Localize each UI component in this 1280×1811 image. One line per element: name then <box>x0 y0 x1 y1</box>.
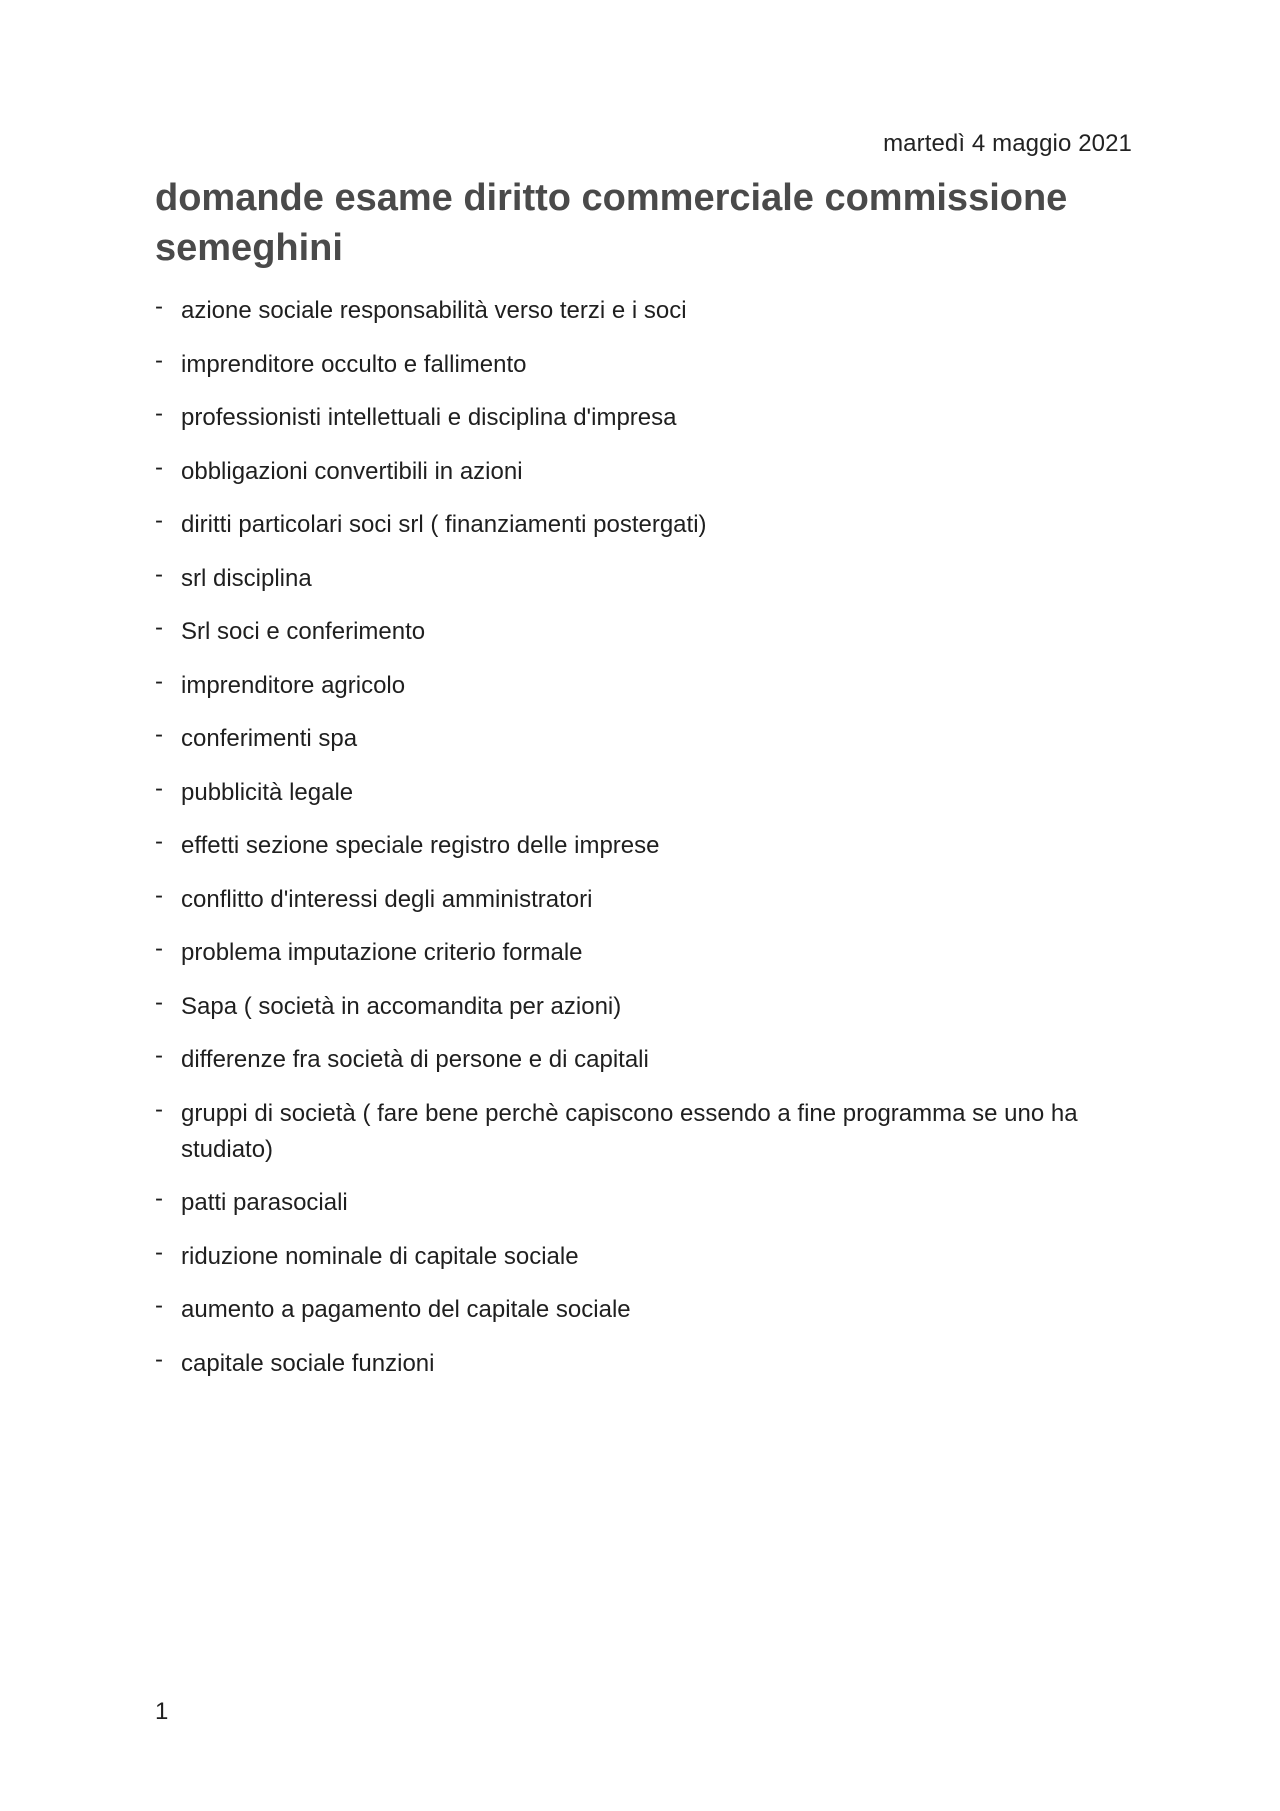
question-text: professionisti intellettuali e disciplina d'impresa <box>181 404 677 431</box>
bullet-dash: - <box>155 1042 163 1069</box>
question-text: riduzione nominale di capitale sociale <box>181 1242 579 1270</box>
bullet-dash: - <box>155 453 163 481</box>
bullet-dash: - <box>155 935 163 962</box>
question-text: diritti particolari soci srl ( finanziamenti postergati) <box>181 511 707 538</box>
question-item <box>155 507 1135 543</box>
document-date: martedì 4 maggio 2021 <box>883 130 1132 157</box>
bullet-dash: - <box>155 1345 163 1373</box>
bullet-dash: - <box>155 614 163 641</box>
bullet-dash: - <box>155 828 163 855</box>
bullet-dash: - <box>155 1095 163 1123</box>
question-text: differenze fra società di persone e di capitali <box>181 1046 649 1073</box>
question-item <box>155 1292 1135 1328</box>
bullet-dash: - <box>155 346 163 374</box>
question-item <box>155 1185 1135 1221</box>
question-item <box>155 400 1135 436</box>
bullet-dash: - <box>155 774 163 802</box>
question-text: capitale sociale funzioni <box>181 1349 435 1377</box>
bullet-dash: - <box>155 988 163 1016</box>
bullet-dash: - <box>155 721 163 748</box>
question-item <box>155 989 1135 1025</box>
question-text: Srl soci e conferimento <box>181 618 426 645</box>
question-text: patti parasociali <box>181 1189 348 1216</box>
question-item <box>155 1239 1135 1275</box>
question-item <box>155 828 1135 864</box>
question-text: pubblicità legale <box>181 778 354 806</box>
question-text: srl disciplina <box>181 564 312 592</box>
question-item <box>155 293 1135 329</box>
bullet-dash: - <box>155 1185 163 1212</box>
question-text: conflitto d'interessi degli amministratori <box>181 885 593 913</box>
question-item <box>155 347 1135 383</box>
bullet-dash: - <box>155 400 163 427</box>
question-item <box>155 721 1135 757</box>
question-text: azione sociale responsabilità verso terzi e i soci <box>181 297 687 324</box>
question-item <box>155 561 1135 597</box>
question-item <box>155 935 1135 971</box>
bullet-dash: - <box>155 507 163 534</box>
document-title: domande esame diritto commerciale commissione semeghini <box>155 177 1068 269</box>
question-item <box>155 1096 1135 1168</box>
question-text: Sapa ( società in accomandita per azioni) <box>181 992 622 1020</box>
bullet-dash: - <box>155 667 163 695</box>
question-item <box>155 668 1135 704</box>
question-item <box>155 614 1135 650</box>
question-list <box>155 293 1135 1399</box>
question-text: aumento a pagamento del capitale sociale <box>181 1296 631 1323</box>
question-item <box>155 1346 1135 1382</box>
page-number: 1 <box>155 1698 169 1725</box>
question-item <box>155 1042 1135 1078</box>
bullet-dash: - <box>155 293 163 320</box>
question-text: effetti sezione speciale registro delle imprese <box>181 832 660 859</box>
bullet-dash: - <box>155 1292 163 1319</box>
question-item <box>155 882 1135 918</box>
question-text: imprenditore agricolo <box>181 671 406 699</box>
bullet-dash: - <box>155 1238 163 1266</box>
bullet-dash: - <box>155 881 163 909</box>
question-item <box>155 454 1135 490</box>
question-item <box>155 775 1135 811</box>
question-text: imprenditore occulto e fallimento <box>181 350 527 378</box>
question-text: obbligazioni convertibili in azioni <box>181 457 523 485</box>
question-text: gruppi di società ( fare bene perchè capiscono essendo a fine programma se uno ha studiato) <box>181 1099 1078 1163</box>
question-text: conferimenti spa <box>181 725 358 752</box>
bullet-dash: - <box>155 560 163 588</box>
question-text: problema imputazione criterio formale <box>181 939 583 966</box>
